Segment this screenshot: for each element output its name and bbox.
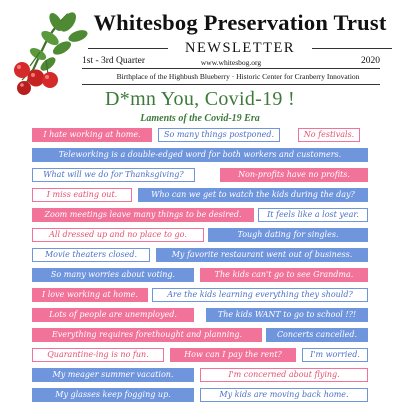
lament-pill: Quarantine-ing is no fun. [32,348,164,362]
lament-pill: I miss eating out. [32,188,132,202]
lament-pill: Teleworking is a double-edged word for both workers and customers. [32,148,368,162]
article-subhead: Laments of the Covid-19 Era [140,113,260,124]
lament-pill: Movie theaters closed. [32,248,150,262]
lament-pill: What will we do for Thanksgiving? [32,168,195,182]
tagline: Birthplace of the Highbush Blueberry · Historic Center for Cranberry Innovation [116,72,360,81]
lament-pill: Who can we get to watch the kids during the day? [138,188,368,202]
lament-pill: My glasses keep fogging up. [32,388,194,402]
lament-pill: How can I pay the rent? [170,348,296,362]
lament-pill: Concerts cancelled. [266,328,368,342]
article-headline: D*mn You, Covid-19 ! [105,88,295,110]
lament-pill: All dressed up and no place to go. [32,228,204,242]
lament-pill: The kids WANT to go to school !?! [206,308,368,322]
lament-pill: Zoom meetings leave many things to be desired. [32,208,254,222]
lament-pill: My meager summer vacation. [32,368,194,382]
lament-pill: Non-profits have no profits. [220,168,368,182]
lament-pill: Everything requires forethought and planning. [32,328,262,342]
issue-meta [82,56,380,68]
lament-pill: Lots of people are unemployed. [32,308,194,322]
website-link[interactable]: www.whitesbog.org [200,58,262,67]
newsletter-banner [88,40,392,56]
issue-year: 2020 [361,56,380,66]
divider [82,68,380,69]
lament-pill: I love working at home. [32,288,148,302]
lament-pill: So many things postponed. [158,128,280,142]
lament-pill: I hate working at home. [32,128,152,142]
lament-pill: So many worries about voting. [32,268,194,282]
lament-pill: The kids can't go to see Grandma. [200,268,368,282]
newsletter-label: NEWSLETTER [184,40,296,56]
newsletter-title: Whitesbog Preservation Trust [93,10,387,35]
lament-pill: I'm worried. [302,348,368,362]
issue-quarter: 1st - 3rd Quarter [82,56,146,66]
lament-pill: Are the kids learning everything they should? [152,288,368,302]
cranberry-logo-icon [8,8,88,98]
lament-pill: I'm concerned about flying. [200,368,368,382]
divider [82,84,380,85]
lament-pill: Tough dating for singles. [208,228,368,242]
lament-pill: My favorite restaurant went out of business. [156,248,368,262]
divider [312,48,392,49]
lament-pill: It feels like a lost year. [258,208,368,222]
lament-pill: My kids are moving back home. [200,388,368,402]
lament-pill: No festivals. [298,128,360,142]
